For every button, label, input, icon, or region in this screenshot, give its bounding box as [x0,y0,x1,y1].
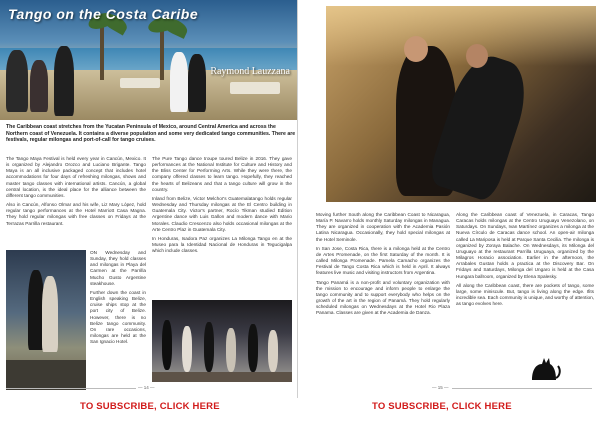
subscribe-link-left[interactable]: TO SUBSCRIBE, CLICK HERE [80,401,220,412]
beach-tango-photo [0,0,298,120]
tango-couple-photo [326,6,596,202]
intro-paragraph: The Caribbean coast stretches from the Yucatan Peninsula of Mexico, around Central America and across the Northern coast of Venezuela. It contains a diverse population and some very dedicated tango communities. There are festivals, regular milongas and port-of-call for tango cruises. [6,124,296,144]
right-col2-text [456,212,594,310]
paragraph: The Pure Tango dance troupe toured Belize in 2016. They gave performances at the National Institute for Culture and History and the Bliss Center for Performing Arts. While they were there, the company offered classes to learn tango. Hopefully, they reached the hearts of Belizeans and that a tango culture will grow in the country. [152,156,292,192]
page-number: — 14 — [138,385,155,390]
paragraph: Moving further South along the Caribbean Coast to Nicaragua, María P. Navarro holds monthly Saturday milongas in Managua. They are organized in cooperation with the Academia Pasión Latina Nicaragua. Occasionally, they hold special milongas at the Hotel Seminole. [316,212,450,242]
paragraph: In San Jose, Costa Rica, there is a milonga held at the Centro de Artes Promenade, on the first Saturday of the month. It is called Milonga Promenade. Pamela Camacho organizes the Festival de Tango Costa Rica which is held in April. It always features live music and visiting instructors from Argentina. [316,245,450,276]
paragraph: In Honduras, Isadora Paz organizes La Milonga Tango en at the Museo para la Identidad Nacional de Honduras in Tegucigalpa which include classes. [152,235,292,254]
paragraph: Tango Panamá is a non-profit and voluntary organization with the mission to encourage and inform people to enlarge the tango community and to support everybody who helps on the growth of the art in the region of Panamá. They hold regularly scheduled milongas on Wednesdays at the Hotel Rio Plaza Panama. Classes are given at the Academia de Danza. [316,279,450,316]
paragraph: Also in Cancún, Alfonso Olmar and his wife, Liz Mary López, hold regular tango performances at the Hotel Marriott Casa Magna. They hold regular milongas with free classes on Fridays at the Terrazas Parrilla restaurant. [6,202,146,226]
article-title: Tango on the Costa Caribe [8,6,199,22]
cat-silhouette-icon [526,352,562,382]
paragraph: ON Wednesday and Sunday, they hold classes and milongas in Playa del Carmen at the Parrilla Mucho Gusto Argentine steakhouse. [90,250,146,286]
left-col1-wrap [90,250,146,348]
paragraph: Further down the coast in English speaking Belize, cruise ships stop at the port city of Belize. However, there is no Belize tango community. On rare occasions, milongas are held at the San Ignacio Hotel. [90,289,146,345]
right-page [302,0,600,398]
left-page [0,0,298,398]
author-byline: Raymond Lauzzana [210,66,290,77]
left-col1-text [6,156,146,230]
paragraph: All along the Caribbean coast, there are pockets of tango, some large, some miniscule. But, tango is living along the edge. Ifits incredible sea. Each community is unique, and worthy of attention, as tango evolves here. [456,282,594,307]
milonga-crowd-photo [152,300,292,382]
paragraph: The Tango Maya Festival is held every year in Cancún, Mexico. It is organized by Alejandro Orozco and Luciano Brigante. Tango Maya is an all inclusive packaged concept that includes hotel accommodations for four days of refreshing milongas, shows and master tango classes with international artists. Cancún, a global central location, is the ideal place for the alliance between the different tango communities. [6,156,146,198]
right-col1-text [316,212,450,320]
left-col2-text [152,156,292,257]
paragraph: Along the Caribbean coast of Venezuela, in Caracas, Tango Caracas holds milongas at the Centro Uruguayo Venezolano, on Saturdays. On Sundays, Ivan Martínez organizes a milonga at the Nueva Círculo de Caracas dance school. An open-air milonga called La Mariposa is held at Parque Santa Cecilia. The milonga is organized by Zoraya Balache. On Wednesdays, its Milonga del Uruguayo at the restaurant Parrilla Uruguaya, organized by the Milagros Horacio association. Earlier in the afternoon, the Arrabales Gustan holds a practica at the Discovery Bar. On Fridays and Saturdays, Milonga del Ungaro is held at the Casa Hungara ballroom, organized by Elena Spalesky. [456,212,594,279]
subscribe-link-right[interactable]: TO SUBSCRIBE, CLICK HERE [372,401,512,412]
page-number: — 15 — [432,385,449,390]
couple-dancing-photo [6,250,86,390]
paragraph: Inland from Belize, Victor Melchor's Guatemalatango holds regular Wednesday and Thursday milongas at the El Centro building in Guatemala City. Victor's partner, Rocío Tikman studied Edition Argentine dance with Luis Gallon and modern dance with Mario Morales. Claudio Crescenzo also holds occasional milongas at the Arte Centro Plaz in Guatemala City. [152,195,292,232]
